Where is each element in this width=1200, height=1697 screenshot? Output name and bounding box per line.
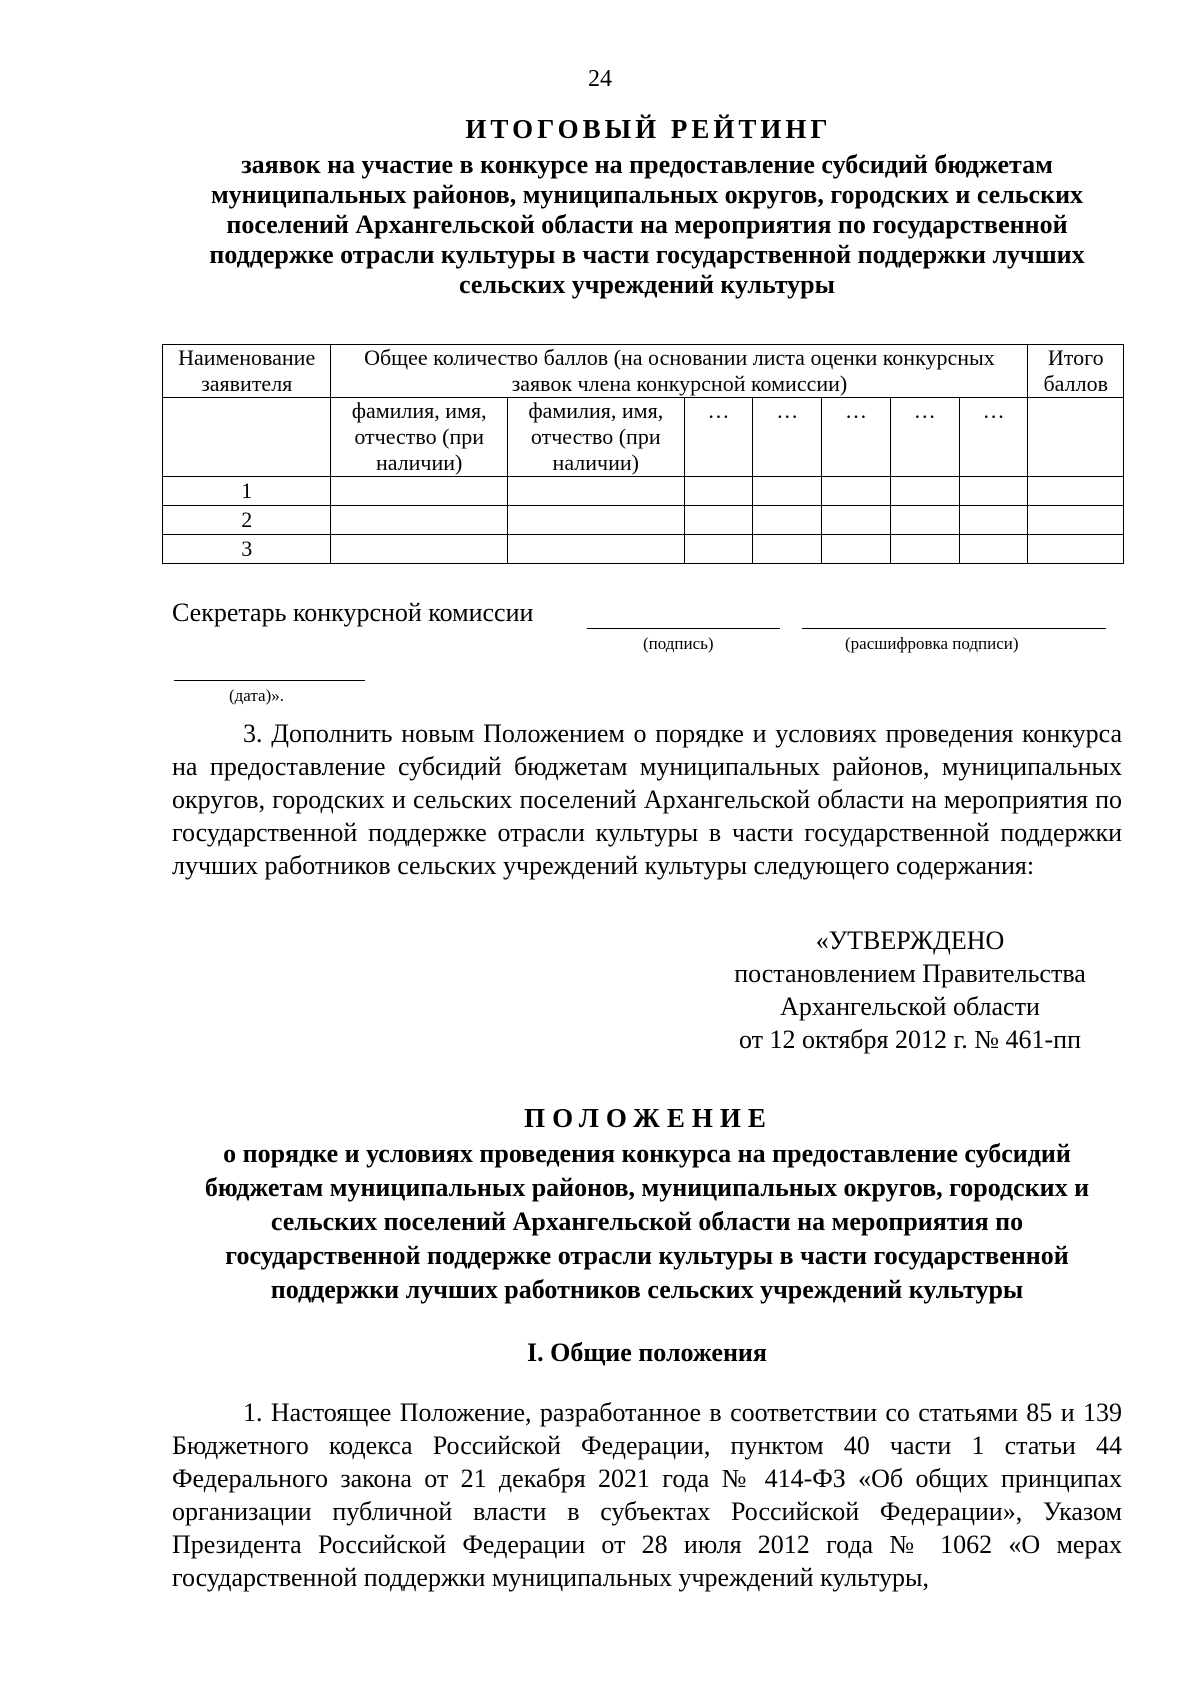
table-row — [163, 506, 1124, 535]
table-cell — [331, 535, 508, 564]
rating-table — [162, 344, 1124, 564]
decoding-line — [802, 628, 1106, 629]
table-cell — [822, 477, 891, 506]
table-cell — [753, 535, 822, 564]
regulation-subtitle: о порядке и условиях проведения конкурса на предоставление субсидий бюджетам муниципальных районов, муниципальных округов, городских и сельских поселений Архангельской области на мероприятия по государственной поддержке отрасли культуры в части государственной поддержки лучших работников сельских учреждений культуры — [204, 1139, 1090, 1304]
section-heading: I. Общие положения — [527, 1338, 767, 1367]
table-cell — [822, 535, 891, 564]
header-applicant: Наименование заявителя — [163, 345, 331, 398]
member-column-2: фамилия, имя, отчество (при наличии) — [507, 398, 684, 477]
table-cell — [507, 477, 684, 506]
paragraph-3-text: 3. Дополнить новым Положением о порядке и условиях проведения конкурса на предоставление субсидий бюджетам муниципальных районов, муниципальных округов, городских и сельских поселений Архангельской области на мероприятия по государственной поддержке отрасли культуры в части государственной поддержки лучших работников сельских учреждений культуры следующего содержания: — [172, 719, 1122, 880]
table-row — [163, 477, 1124, 506]
approval-block — [700, 924, 1120, 1056]
table-cell — [684, 477, 753, 506]
row-number: 2 — [163, 506, 331, 535]
rating-subtitle: заявок на участие в конкурсе на предоставление субсидий бюджетам муниципальных районов, муниципальных округов, городских и сельских поселений Архангельской области на мероприятия по государственной поддержке отрасли культуры в части государственной поддержки лучших сельских учреждений культуры — [209, 150, 1085, 299]
signature-caption: (подпись) — [643, 634, 714, 653]
page-number: 24 — [588, 66, 612, 92]
header-total: Итого баллов — [1028, 345, 1124, 398]
paragraph-3 — [172, 717, 1122, 882]
table-row — [163, 535, 1124, 564]
member-column-1: фамилия, имя, отчество (при наличии) — [331, 398, 508, 477]
table-cell — [331, 506, 508, 535]
approval-line-3: Архангельской области — [780, 992, 1040, 1021]
member-column-ellipsis: … — [822, 398, 891, 477]
secretary-label: Секретарь конкурсной комиссии — [172, 598, 534, 627]
regulation-title: ПОЛОЖЕНИЕ — [524, 1103, 773, 1133]
table-cell — [822, 506, 891, 535]
table-cell — [890, 506, 959, 535]
member-column-ellipsis: … — [959, 398, 1028, 477]
table-cell — [959, 535, 1028, 564]
table-cell — [1028, 535, 1124, 564]
table-cell — [684, 506, 753, 535]
table-cell — [1028, 398, 1124, 477]
approval-line-2: постановлением Правительства — [734, 959, 1086, 988]
table-cell — [507, 535, 684, 564]
table-cell — [959, 506, 1028, 535]
approval-line-1: «УТВЕРЖДЕНО — [815, 926, 1005, 955]
table-cell — [753, 506, 822, 535]
table-cell — [684, 535, 753, 564]
signature-line — [587, 628, 780, 629]
rating-title: ИТОГОВЫЙ РЕЙТИНГ — [465, 114, 832, 144]
section-1-paragraph-1 — [172, 1396, 1122, 1594]
date-line — [174, 680, 365, 681]
row-number: 3 — [163, 535, 331, 564]
approval-line-4: от 12 октября 2012 г. № 461-пп — [739, 1025, 1081, 1054]
table-cell — [331, 477, 508, 506]
member-column-ellipsis: … — [890, 398, 959, 477]
decoding-caption: (расшифровка подписи) — [845, 634, 1019, 653]
row-number: 1 — [163, 477, 331, 506]
table-cell — [507, 506, 684, 535]
section-1-paragraph-1-text: 1. Настоящее Положение, разработанное в соответствии со статьями 85 и 139 Бюджетного кодекса Российской Федерации, пунктом 40 части 1 статьи 44 Федерального закона от 21 декабря 2021 года № 414-ФЗ «Об общих принципах организации публичной власти в субъектах Российской Федерации», Указом Президента Российской Федерации от 28 июля 2012 года № 1062 «О мерах государственной поддержки муниципальных учреждений культуры, — [172, 1398, 1122, 1592]
table-cell — [890, 477, 959, 506]
table-cell — [890, 535, 959, 564]
date-caption: (дата)». — [229, 686, 285, 705]
table-cell — [959, 477, 1028, 506]
table-cell — [753, 477, 822, 506]
member-column-ellipsis: … — [753, 398, 822, 477]
table-cell — [163, 398, 331, 477]
header-scores: Общее количество баллов (на основании листа оценки конкурсных заявок члена конкурсной комиссии) — [331, 345, 1028, 398]
member-column-ellipsis: … — [684, 398, 753, 477]
table-cell — [1028, 477, 1124, 506]
table-cell — [1028, 506, 1124, 535]
